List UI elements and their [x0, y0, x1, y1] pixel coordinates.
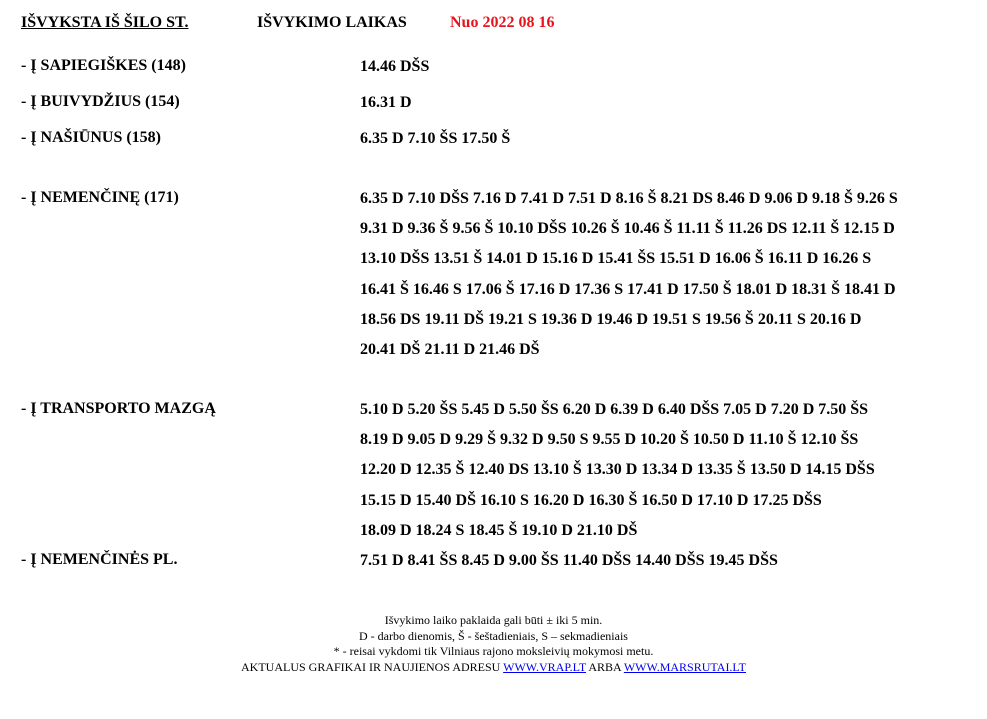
times-line: 9.31 D 9.36 Š 9.56 Š 10.10 DŠS 10.26 Š 10.46 Š 11.11 Š 11.26 DS 12.11 Š 12.15 D: [360, 220, 895, 238]
times-line: 12.20 D 12.35 Š 12.40 DS 13.10 Š 13.30 D 13.34 D 13.35 Š 13.50 D 14.15 DŠS: [360, 461, 875, 479]
route-times: [360, 189, 980, 370]
route-times: [360, 551, 980, 581]
times-line: 16.31 D: [360, 94, 412, 111]
times-line: 8.19 D 9.05 D 9.29 Š 9.32 D 9.50 S 9.55 D 10.20 Š 10.50 D 11.10 Š 12.10 ŠS: [360, 431, 859, 449]
route-destination: - Į TRANSPORTO MAZGĄ: [21, 400, 216, 417]
times-line: 5.10 D 5.20 ŠS 5.45 D 5.50 ŠS 6.20 D 6.39 D 6.40 DŠS 7.05 D 7.20 D 7.50 ŠS: [360, 401, 869, 418]
footer-links-mid: ARBA: [586, 659, 624, 674]
marsrutai-link[interactable]: WWW.MARSRUTAI.LT: [623, 659, 746, 674]
route-destination: - Į NAŠIŪNUS (158): [21, 129, 162, 146]
footer-asterisk-note: * - reisai vykdomi tik Vilniaus rajono moksleivių mokymosi metu.: [333, 644, 654, 658]
footer-tolerance-note: Išvykimo laiko paklaida gali būti ± iki 5 min.: [384, 613, 603, 627]
route-times: [360, 400, 980, 551]
footer-links-line: [0, 660, 987, 676]
times-line: 6.35 D 7.10 DŠS 7.16 D 7.41 D 7.51 D 8.16 Š 8.21 DS 8.46 D 9.06 D 9.18 Š 9.26 S: [360, 190, 898, 207]
times-line: 14.46 DŠS: [360, 58, 430, 75]
times-line: 13.10 DŠS 13.51 Š 14.01 D 15.16 D 15.41 ŠS 15.51 D 16.06 Š 16.11 D 16.26 S: [360, 250, 872, 268]
route-destination: - Į SAPIEGIŠKES (148): [21, 57, 186, 74]
times-line: 7.51 D 8.41 ŠS 8.45 D 9.00 ŠS 11.40 DŠS 14.40 DŠS 19.45 DŠS: [360, 552, 778, 569]
times-line: 6.35 D 7.10 ŠS 17.50 Š: [360, 130, 511, 147]
times-line: 16.41 Š 16.46 S 17.06 Š 17.16 D 17.36 S 17.41 D 17.50 Š 18.01 D 18.31 Š 18.41 D: [360, 280, 896, 298]
times-line: 18.56 DS 19.11 DŠ 19.21 S 19.36 D 19.46 D 19.51 S 19.56 Š 20.11 S 20.16 D: [360, 310, 862, 328]
times-line: 20.41 DŠ 21.11 D 21.46 DŠ: [360, 340, 540, 358]
stop-name-heading: IŠVYKSTA IŠ ŠILO ST.: [21, 14, 189, 31]
departure-time-heading: IŠVYKIMO LAIKAS: [257, 14, 407, 31]
vrap-link[interactable]: WWW.VRAP.LT: [503, 659, 587, 674]
valid-from-date: Nuo 2022 08 16: [450, 14, 555, 31]
times-line: 15.15 D 15.40 DŠ 16.10 S 16.20 D 16.30 Š 16.50 D 17.10 D 17.25 DŠS: [360, 491, 822, 509]
footer-legend: D - darbo dienomis, Š - šeštadieniais, S – sekmadieniais: [359, 628, 628, 643]
times-line: 18.09 D 18.24 S 18.45 Š 19.10 D 21.10 DŠ: [360, 521, 638, 539]
footer-notes: [0, 613, 987, 675]
route-times: [360, 129, 980, 159]
footer-links-prefix: AKTUALUS GRAFIKAI IR NAUJIENOS ADRESU: [241, 659, 504, 674]
route-destination: - Į NEMENČINĘ (171): [21, 189, 179, 206]
route-destination: - Į BUIVYDŽIUS (154): [21, 93, 180, 110]
route-times: [360, 93, 980, 123]
route-destination: - Į NEMENČINĖS PL.: [21, 551, 178, 568]
route-times: [360, 57, 980, 87]
